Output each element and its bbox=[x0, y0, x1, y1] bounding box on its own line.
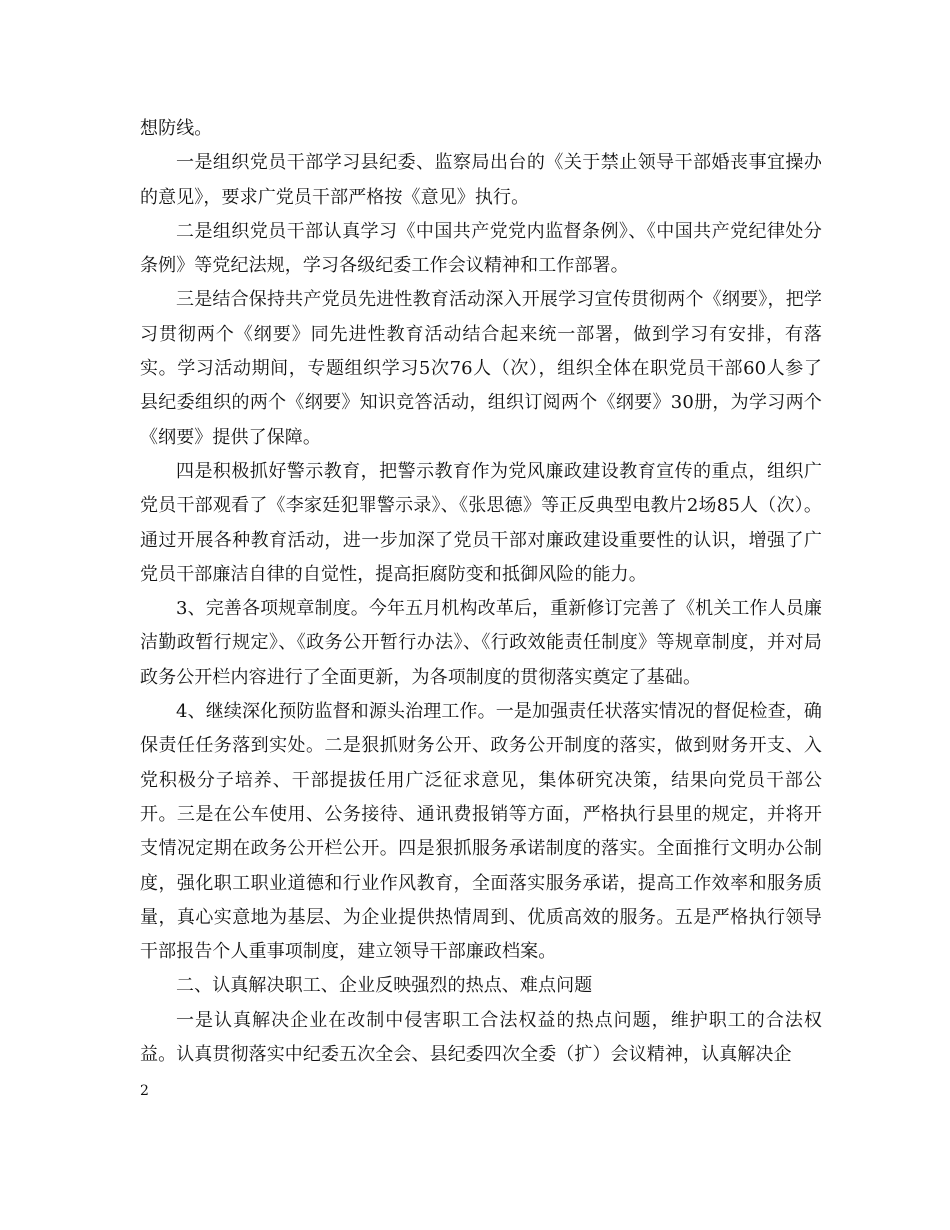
section-heading: 二、认真解决职工、企业反映强烈的热点、难点问题 bbox=[176, 975, 593, 997]
paragraph-6: 3、完善各项规章制度。今年五月机构改革后，重新修订完善了《机关工作人员廉洁勤政暂行规定》、《政务公开暂行办法》、《行政效能责任制度》等规章制度，并对局政务公开栏内容进行了全面更新，为各项制度的贯彻落实奠定了基础。 bbox=[140, 598, 822, 688]
paragraph-9: 一是认真解决企业在改制中侵害职工合法权益的热点问题，维护职工的合法权益。认真贯彻落实中纪委五次全会、县纪委四次全委（扩）会议精神，认真解决企 bbox=[140, 1009, 822, 1066]
paragraph-2: 一是组织党员干部学习县纪委、监察局出台的《关于禁止领导干部婚丧事宜操办的意见》，要求广党员干部严格按《意见》执行。 bbox=[140, 152, 822, 208]
paragraph-5: 四是积极抓好警示教育，把警示教育作为党风廉政建设教育宣传的重点，组织广党员干部观看了《李家廷犯罪警示录》、《张思德》等正反典型电教片2场85人（次）。通过开展各种教育活动，进一步加深了党员干部对廉政建设重要性的认识，增强了广党员干部廉洁自律的自觉性，提高拒腐防变和抵御风险的能力。 bbox=[140, 460, 822, 585]
paragraph-3: 二是组织党员干部认真学习《中国共产党党内监督条例》、《中国共产党纪律处分条例》等党纪法规，学习各级纪委工作会议精神和工作部署。 bbox=[140, 220, 822, 277]
page-number: 2 bbox=[140, 1083, 149, 1099]
body-text bbox=[140, 112, 822, 1072]
paragraph-7: 4、继续深化预防监督和源头治理工作。一是加强责任状落实情况的督促检查，确保责任任务落到实处。二是狠抓财务公开、政务公开制度的落实，做到财务开支、入党积极分子培养、干部提拔任用广泛征求意见，集体研究决策，结果向党员干部公开。三是在公车使用、公务接待、通讯费报销等方面，严格执行县里的规定，并将开支情况定期在政务公开栏公开。四是狠抓服务承诺制度的落实。全面推行文明办公制度，强化职工职业道德和行业作风教育，全面落实服务承诺，提高工作效率和服务质量，真心实意地为基层、为企业提供热情周到、优质高效的服务。五是严格执行领导干部报告个人重事项制度，建立领导干部廉政档案。 bbox=[140, 701, 822, 963]
paragraph-4: 三是结合保持共产党员先进性教育活动深入开展学习宣传贯彻两个《纲要》，把学习贯彻两个《纲要》同先进性教育活动结合起来统一部署，做到学习有安排，有落实。学习活动期间，专题组织学习5次76人（次），组织全体在职党员干部60人参了县纪委组织的两个《纲要》知识竞答活动，组织订阅两个《纲要》30册，为学习两个《纲要》提供了保障。 bbox=[140, 289, 822, 448]
paragraph-1: 想防线。 bbox=[140, 118, 213, 139]
